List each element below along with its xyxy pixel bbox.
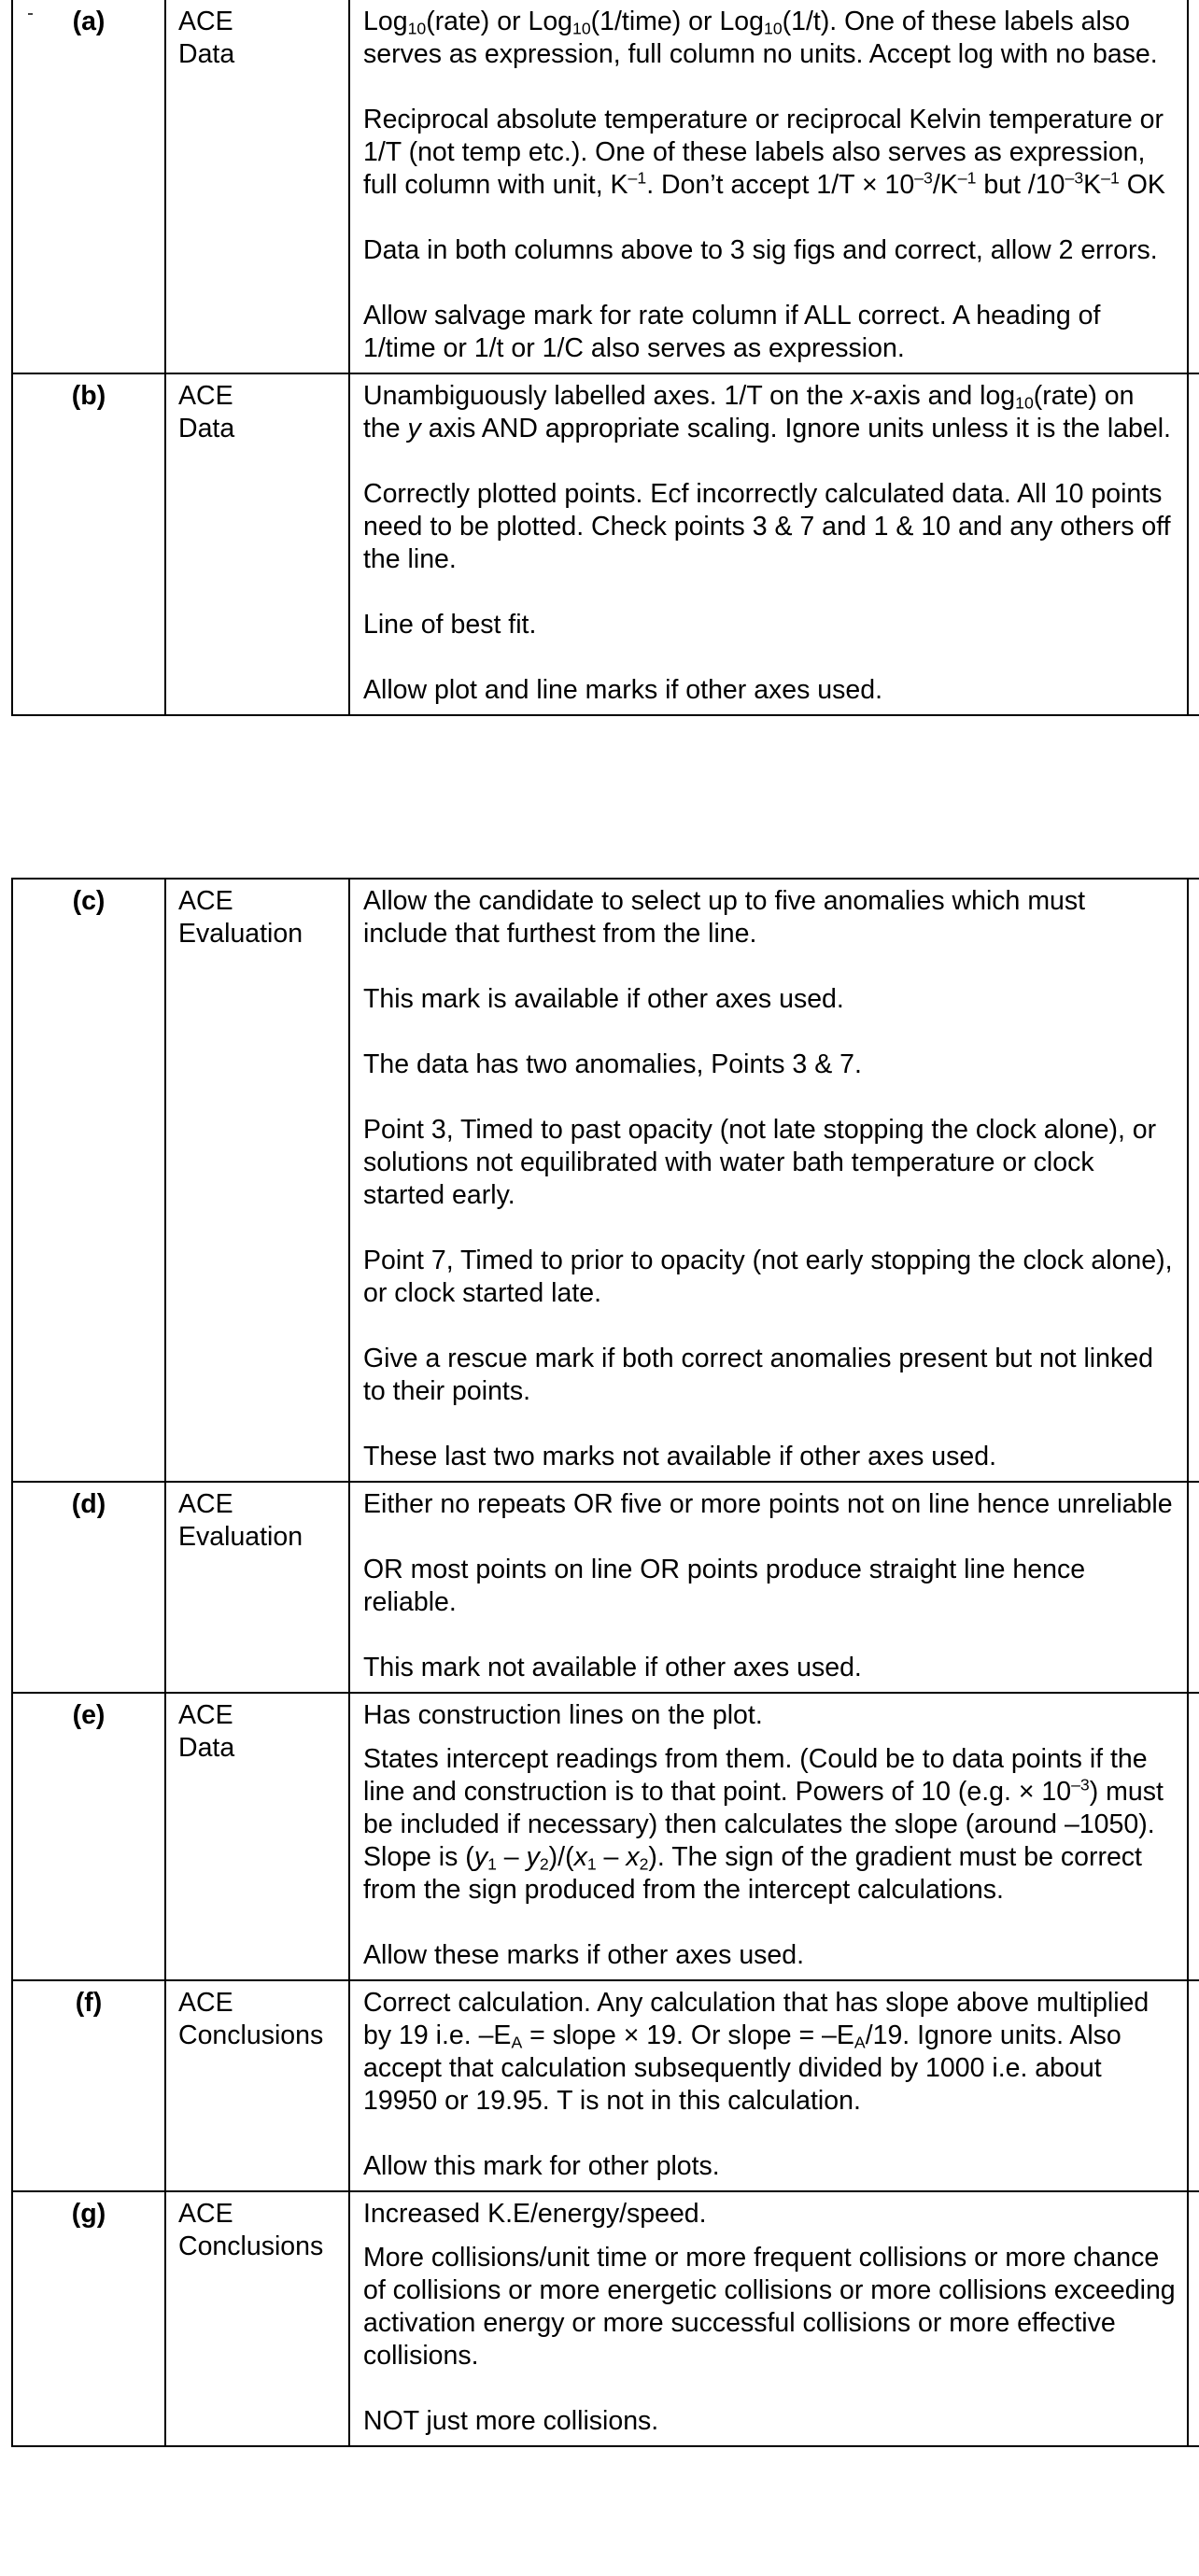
category-line: ACE [178,7,233,36]
guidance-paragraph: More collisions/unit time or more frequent collisions or more chance of collisions or more energetic collisions or more collisions exceeding activation energy or more successful collisions or more effective collisions. [363,2243,1176,2371]
category-line: Evaluation [178,919,303,949]
category-line: ACE [178,1489,233,1519]
question-number: (d) [12,1482,165,1693]
marking-guidance [349,1693,1188,1980]
guidance-paragraph: Increased K.E/energy/speed. [363,2199,707,2229]
guidance-paragraph: Log$_{10}$(rate) or Log$_{10}$(1/time) or Log$_{10}$(1/t). One of these labels also serves as expression, full column no units. Accept log with no base. [363,7,1158,69]
guidance-paragraph: Allow this mark for other plots. [363,2151,720,2181]
assessment-category [165,0,349,373]
table-row [12,1482,1199,1693]
marking-guidance [349,0,1188,373]
marks-column [1188,1482,1199,1693]
category-line: ACE [178,2199,233,2229]
table-row [12,0,1199,373]
question-number: (g) [12,2191,165,2446]
guidance-paragraph: States intercept readings from them. (Could be to data points if the line and construction is to that point. Powers of 10 (e.g. × $10^{-3}$) must be included if necessary) then calculates the slope (around –1050). Slope is $(y_1 - y_2)/(x_1 - x_2)$. The sign of the gradient must be correct from the sign produced from the intercept calculations. [363,1744,1164,1905]
guidance-paragraph: Has construction lines on the plot. [363,1700,763,1730]
guidance-paragraph: Either no repeats OR five or more points not on line hence unreliable [363,1489,1173,1519]
marks-column [1188,1693,1199,1980]
table-row [12,373,1199,715]
marks-column [1188,0,1199,373]
category-line: Data [178,414,235,443]
guidance-paragraph: Point 7, Timed to prior to opacity (not early stopping the clock alone), or clock started late. [363,1246,1173,1308]
assessment-category [165,2191,349,2446]
assessment-category [165,1482,349,1693]
category-line: Conclusions [178,2231,324,2261]
category-line: Data [178,1733,235,1763]
guidance-paragraph: The data has two anomalies, Points 3 & 7. [363,1049,862,1079]
assessment-category [165,1980,349,2191]
marking-guidance [349,373,1188,715]
table-row [12,879,1199,1482]
question-number: (e) [12,1693,165,1980]
guidance-paragraph: These last two marks not available if other axes used. [363,1442,997,1471]
category-line: ACE [178,381,233,411]
guidance-paragraph: Reciprocal absolute temperature or reciprocal Kelvin temperature or 1/T (not temp etc.). One of these labels also serves as expression, full column with unit, $K^{-1}$. Don’t accept $1/T \times 10^{-3}/K^{-1}$ but $/10^{-3}K^{-1}$ OK [363,105,1165,200]
category-line: Conclusions [178,2020,324,2050]
question-number: (b) [12,373,165,715]
category-line: Data [178,39,235,69]
guidance-paragraph: This mark is available if other axes used. [363,984,844,1014]
guidance-paragraph: Allow plot and line marks if other axes used. [363,675,883,705]
guidance-paragraph: Data in both columns above to 3 sig figs and correct, allow 2 errors. [363,235,1158,265]
guidance-paragraph: Line of best fit. [363,610,537,640]
marking-guidance [349,879,1188,1482]
marks-column [1188,373,1199,715]
guidance-paragraph: Allow salvage mark for rate column if ALL correct. A heading of 1/time or 1/t or 1/C also serves as expression. [363,301,1101,363]
guidance-paragraph: Allow these marks if other axes used. [363,1940,805,1970]
marking-guidance [349,1980,1188,2191]
guidance-paragraph: OR most points on line OR points produce straight line hence reliable. [363,1555,1086,1617]
assessment-category [165,373,349,715]
marks-column [1188,879,1199,1482]
guidance-paragraph: Correct calculation. Any calculation that has slope above multiplied by 19 i.e. $-E_A$ = slope × 19. Or slope = $-E_A/19$. Ignore units. Also accept that calculation subsequently divided by 1000 i.e. about 19950 or 19.95. T is not in this calculation. [363,1988,1150,2116]
guidance-paragraph: NOT just more collisions. [363,2406,659,2436]
assessment-category [165,1693,349,1980]
category-line: ACE [178,1700,233,1730]
table-row [12,2191,1199,2446]
marking-guidance [349,1482,1188,1693]
question-number: (c) [12,879,165,1482]
assessment-category [165,879,349,1482]
guidance-paragraph: Unambiguously labelled axes. 1/T on the x-axis and $\log_{10}(rate)$ on the y axis AND appropriate scaling. Ignore units unless it is the label. [363,381,1171,443]
category-line: Evaluation [178,1522,303,1552]
question-number: (f) [12,1980,165,2191]
category-line: ACE [178,1988,233,2018]
marks-column [1188,2191,1199,2446]
category-line: ACE [178,886,233,916]
guidance-paragraph: Point 3, Timed to past opacity (not late stopping the clock alone), or solutions not equilibrated with water bath temperature or clock started early. [363,1115,1157,1210]
marking-guidance [349,2191,1188,2446]
mark-scheme-table-1 [11,0,1199,716]
guidance-paragraph: This mark not available if other axes used. [363,1653,862,1682]
table-row [12,1980,1199,2191]
guidance-paragraph: Allow the candidate to select up to five anomalies which must include that furthest from the line. [363,886,1086,949]
marks-column [1188,1980,1199,2191]
table-row [12,1693,1199,1980]
question-number: (a) [12,0,165,373]
guidance-paragraph: Give a rescue mark if both correct anomalies present but not linked to their points. [363,1344,1153,1406]
mark-scheme-table-2 [11,878,1199,2447]
guidance-paragraph: Correctly plotted points. Ecf incorrectly calculated data. All 10 points need to be plotted. Check points 3 & 7 and 1 & 10 and any others off the line. [363,479,1171,574]
